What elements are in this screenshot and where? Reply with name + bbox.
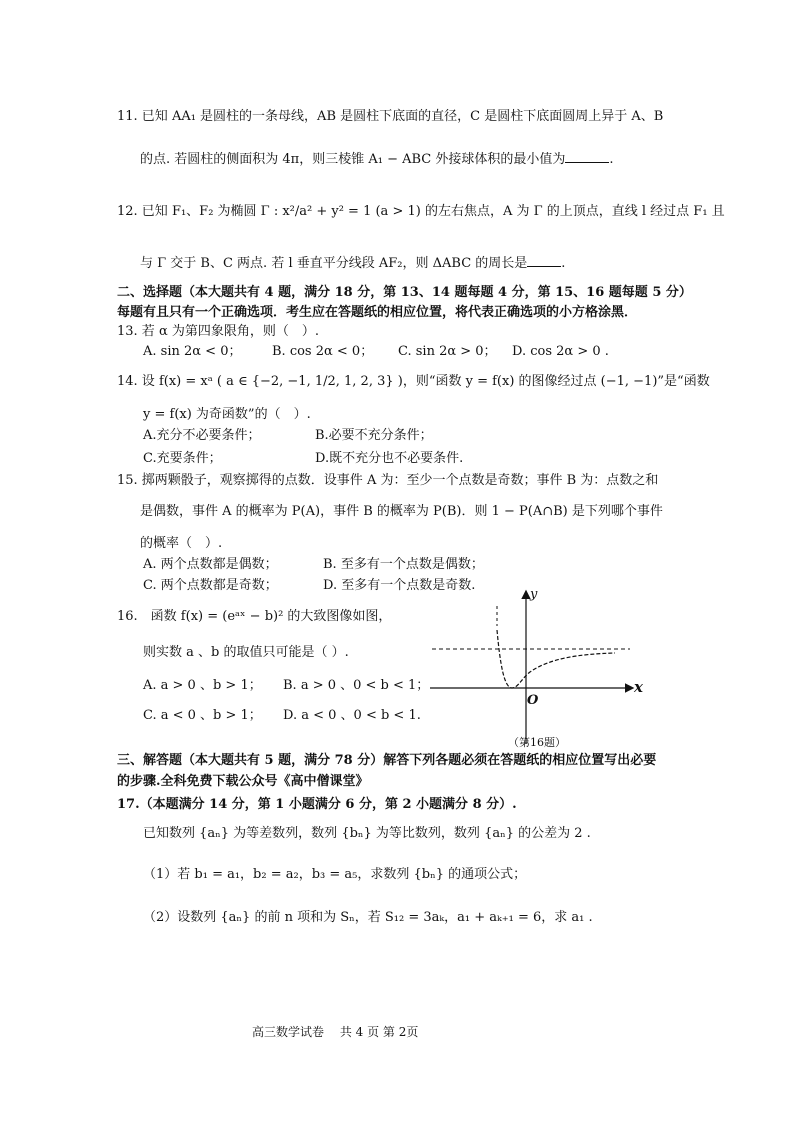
q12-answer-blank — [527, 254, 561, 267]
q13-option-c: C. sin 2α > 0； — [398, 344, 497, 359]
q11-line2-text: 的点. 若圆柱的侧面积为 4π，则三棱锥 A₁ − ABC 外接球体积的最小值为 — [140, 152, 566, 167]
q16-line2: 则实数 a 、b 的取值只可能是（ ）. — [143, 645, 349, 660]
q13-option-d: D. cos 2α > 0 . — [512, 344, 609, 359]
q11-answer-blank — [565, 150, 609, 163]
q15-option-b: B. 至多有一个点数是偶数； — [323, 557, 484, 572]
origin-label: O — [527, 693, 539, 708]
axis-x-label: x — [634, 678, 643, 696]
q17-part1: （1）若 b₁ = a₁，b₂ = a₂，b₃ = a₅，求数列 {bₙ} 的通项公式； — [143, 867, 527, 882]
section2-header: 二、选择题（本大题共有 4 题，满分 18 分，第 13、14 题每题 4 分，第 15、16 题每题 5 分） — [117, 285, 692, 300]
q11-line1: 11. 已知 AA₁ 是圆柱的一条母线，AB 是圆柱下底面的直径，C 是圆柱下底面圆周上异于 A、B — [117, 109, 664, 124]
q15-option-d: D. 至多有一个点数是奇数. — [323, 578, 476, 593]
function-curve — [497, 630, 615, 688]
q14-stem-line1: 14. 设 f(x) = xᵃ ( a ∈ {−2, −1, 1/2, 1, 2, 3} )，则“函数 y = f(x) 的图像经过点 (−1, −1)”是“函数 — [117, 374, 710, 389]
q16-function-graph — [430, 587, 643, 749]
axis-y-label: y — [530, 587, 538, 602]
q16-option-b: B. a > 0 、0 < b < 1； — [283, 678, 430, 693]
section3-header: 三、解答题（本大题共有 5 题，满分 78 分）解答下列各题必须在答题纸的相应位置写出必要 — [117, 753, 657, 768]
q16-option-c: C. a < 0 、b > 1； — [143, 708, 262, 723]
q16-option-a: A. a > 0 、b > 1； — [143, 678, 262, 693]
q16-option-d: D. a < 0 、0 < b < 1. — [283, 708, 421, 723]
figure-caption: （第16题） — [508, 736, 566, 749]
q15-line1: 15. 掷两颗骰子，观察掷得的点数．设事件 A 为：至少一个点数是奇数；事件 B 为：点数之和 — [117, 473, 659, 488]
q15-line2: 是偶数，事件 A 的概率为 P(A)，事件 B 的概率为 P(B)．则 1 − P(A∩B) 是下列哪个事件 — [140, 504, 663, 519]
q17-stem: 已知数列 {aₙ} 为等差数列，数列 {bₙ} 为等比数列，数列 {aₙ} 的公差为 2 . — [143, 826, 591, 841]
q16-line1: 16. 函数 f(x) = (eᵃˣ − b)² 的大致图像如图， — [117, 609, 392, 624]
q15-line3: 的概率（ ）. — [140, 536, 223, 551]
q14-stem-line2: y = f(x) 为奇函数”的（ ）. — [143, 407, 311, 422]
q15-option-c: C. 两个点数都是奇数； — [143, 578, 278, 593]
section2-instructions: 每题有且只有一个正确选项．考生应在答题纸的相应位置，将代表正确选项的小方格涂黑． — [117, 305, 638, 320]
q12-line1: 12. 已知 F₁、F₂ 为椭圆 Γ : x²/a² + y² = 1 (a > 1) 的左右焦点，A 为 Γ 的上顶点，直线 l 经过点 F₁ 且 — [117, 204, 725, 219]
q11-line2: 的点. 若圆柱的侧面积为 4π，则三棱锥 A₁ − ABC 外接球体积的最小值为 . — [140, 152, 614, 167]
page-footer: 高三数学试卷 共 4 页 第 2页 — [252, 1025, 419, 1039]
q12-line2-text: 与 Γ 交于 B、C 两点. 若 l 垂直平分线段 AF₂，则 ΔABC 的周长是 — [140, 256, 528, 271]
q14-option-a: A.充分不必要条件； — [143, 428, 261, 443]
q17-part2: （2）设数列 {aₙ} 的前 n 项和为 Sₙ，若 S₁₂ = 3aₖ，a₁ + aₖ₊₁ = 6，求 a₁ . — [143, 910, 593, 925]
section3-instructions: 的步骤.全科免费下载公众号《高中僧课堂》 — [117, 774, 369, 789]
q14-option-c: C.充要条件； — [143, 451, 222, 466]
q14-option-b: B.必要不充分条件； — [315, 428, 433, 443]
q13-stem: 13. 若 α 为第四象限角，则（ ）. — [117, 324, 319, 339]
q14-option-d: D.既不充分也不必要条件. — [315, 451, 464, 466]
q15-option-a: A. 两个点数都是偶数； — [143, 557, 278, 572]
q13-option-a: A. sin 2α < 0； — [143, 344, 242, 359]
q13-option-b: B. cos 2α < 0； — [272, 344, 374, 359]
q12-line2: 与 Γ 交于 B、C 两点. 若 l 垂直平分线段 AF₂，则 ΔABC 的周长是 . — [140, 256, 566, 271]
q17-header: 17.（本题满分 14 分，第 1 小题满分 6 分，第 2 小题满分 8 分）. — [117, 797, 517, 812]
